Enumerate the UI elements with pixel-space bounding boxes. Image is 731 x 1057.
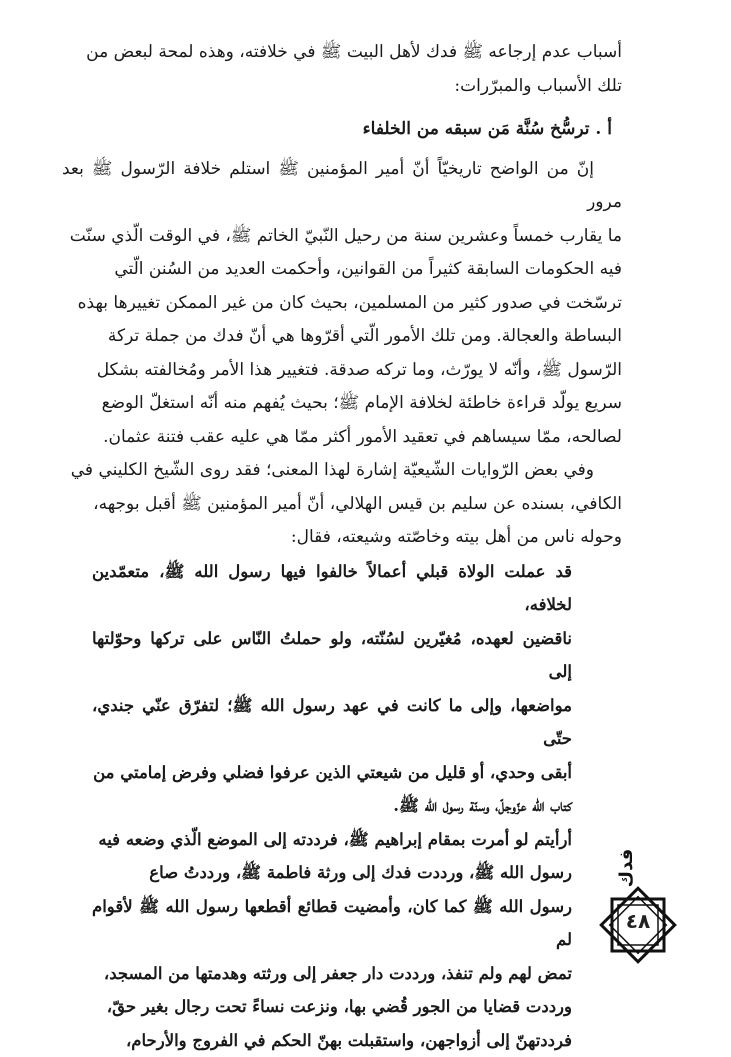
quote-line: ناقضين لعهده، مُغيّرين لسُنّته، ولو حملتُ النّاس على تركها وحوّلتها إلى — [62, 622, 622, 689]
text-line: ما يقارب خمساً وعشرين سنة من رحيل النّبيّ الخاتم ﷺ، في الوقت الّذي سنّت — [62, 220, 622, 254]
text-line: وحوله ناس من أهل بيته وخاصّته وشيعته، فقال: — [62, 521, 622, 555]
body-text — [62, 36, 622, 1057]
text-line: سريع يولّد قراءة خاطئة لخلافة الإمام ﷺ؛ بحيث يُفهم منه أنّه استغلّ الوضع — [62, 387, 622, 421]
page-number: ٤٨ — [598, 909, 678, 933]
section-heading: أ . ترسُّخ سُنَّة مَن سبقه من الخلفاء — [62, 113, 622, 147]
quote-line: كتاب الله عزّوجلّ، وسنّة رسول الله ﷺ. — [62, 789, 622, 823]
text-line: لصالحه، ممّا سيساهم في تعقيد الأمور أكثر ممّا هي عليه عقب فتنة عثمان. — [62, 421, 622, 455]
quote-line: أرأيتم لو أمرت بمقام إبراهيم ﷺ، فرددته إلى الموضع الّذي وضعه فيه — [62, 823, 622, 857]
text-line: وفي بعض الرّوايات الشّيعيّة إشارة لهذا المعنى؛ فقد روى الشّيخ الكليني في — [62, 454, 622, 488]
side-title-text: فدك — [616, 849, 637, 888]
text-line: البساطة والعجالة. ومن تلك الأمور الّتي أقرّوها هي أنّ فدك من جملة تركة — [62, 320, 622, 354]
quote-line: رسول الله ﷺ، ورددت فدك إلى ورثة فاطمة ﷺ، ورددتُ صاع — [62, 856, 622, 890]
page-number-badge — [598, 885, 678, 965]
quote-line: مواضعها، وإلى ما كانت في عهد رسول الله ﷺ؛ لتفرّق عنّي جندي، حتّى — [62, 689, 622, 756]
text-line: ترسّخت في صدور كثير من المسلمين، بحيث كان من غير الممكن تغييرها بهذه — [62, 287, 622, 321]
quote-line: ورددت قضايا من الجور قُضي بها، ونزعت نساءً تحت رجال بغير حقّ، — [62, 990, 622, 1024]
quote-line: قد عملت الولاة قبلي أعمالاً خالفوا فيها رسول الله ﷺ، متعمّدين لخلافه، — [62, 555, 622, 622]
text-line: تلك الأسباب والمبرّرات: — [62, 70, 622, 104]
quote-line: رسول الله ﷺ كما كان، وأمضيت قطائع أقطعها رسول الله ﷺ لأقوام لم — [62, 890, 622, 957]
text-line: أسباب عدم إرجاعه ﷺ فدك لأهل البيت ﷺ في خلافته، وهذه لمحة لبعض من — [62, 36, 622, 70]
quote-line: فرددتهنّ إلى أزواجهن، واستقبلت بهنّ الحكم في الفروج والأرحام، — [62, 1024, 622, 1057]
text-line: الكافي، بسنده عن سليم بن قيس الهلالي، أنّ أمير المؤمنين ﷺ أقبل بوجهه، — [62, 488, 622, 522]
text-line: إنّ من الواضح تاريخيّاً أنّ أمير المؤمنين ﷺ استلم خلافة الرّسول ﷺ بعد مرور — [62, 153, 622, 220]
quote-line: أبقى وحدي، أو قليل من شيعتي الذين عرفوا فضلي وفرض إمامتي من — [62, 756, 622, 790]
text-line: الرّسول ﷺ، وأنّه لا يورّث، وما تركه صدقة. فتغيير هذا الأمر ومُخالفته بشكل — [62, 354, 622, 388]
quote-line: تمض لهم ولم تنفذ، ورددت دار جعفر إلى ورثته وهدمتها من المسجد، — [62, 957, 622, 991]
text-line: فيه الحكومات السابقة كثيراً من القوانين، وأحكمت العديد من السُنن الّتي — [62, 253, 622, 287]
